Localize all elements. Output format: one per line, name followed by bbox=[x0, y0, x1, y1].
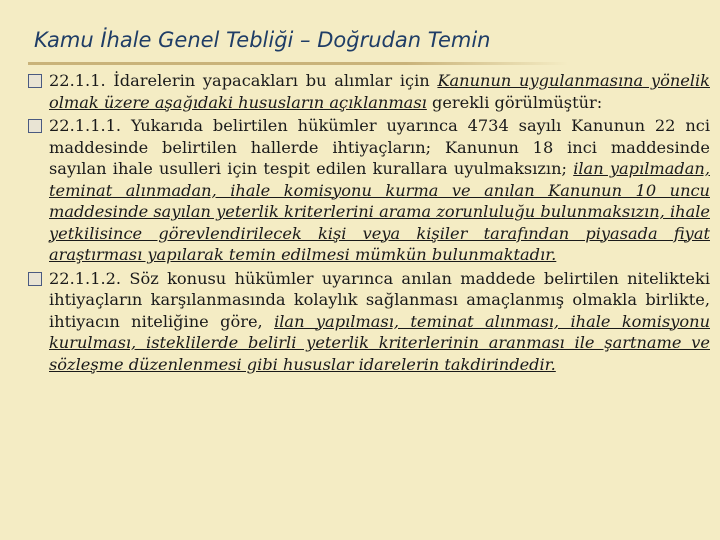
paragraph-text: 22.1.1.1. Yukarıda belirtilen hükümler uyarınca 4734 sayılı Kanunun 22 nci maddesinde belirtilen hallerde ihtiyaçların; Kanunun 18 inci maddesinde sayılan ihale usulleri için tespit edilen kurallara uyulmaksızın; bbox=[49, 116, 710, 178]
slide-body bbox=[28, 70, 710, 377]
paragraph-22-1-1 bbox=[28, 70, 710, 113]
missing-glyph-bullet-icon bbox=[28, 119, 42, 133]
paragraph-emphasis: ilan yapılmadan, teminat alınmadan, ihale komisyonu kurma ve anılan Kanunun 10 uncu maddesinde sayılan yeterlik kriterlerini arama zorunluluğu bulunmaksızın, ihale yetkilisince görevlendirilecek kişi veya kişiler tarafından piyasada fiyat araştırması yapılarak temin edilmesi mümkün bulunmaktadır. bbox=[49, 159, 710, 264]
paragraph-text: 22.1.1.2. Söz konusu hükümler uyarınca anılan maddede belirtilen nitelikteki ihtiyaçların karşılanmasında kolaylık sağlanması amaçlanmış olmakla birlikte, ihtiyacın niteliğine göre, bbox=[49, 268, 710, 331]
missing-glyph-bullet-icon bbox=[28, 272, 42, 286]
missing-glyph-bullet-icon bbox=[28, 74, 42, 88]
paragraph-emphasis: ilan yapılması, teminat alınması, ihale komisyonu kurulması, isteklilerde belirli yeterlik kriterlerinin aranması ile şartname ve sözleşme düzenlenmesi gibi hususlar idarelerin takdirindedir. bbox=[49, 311, 710, 374]
slide-title: Kamu İhale Genel Tebliği – Doğrudan Temin bbox=[34, 28, 491, 52]
paragraph-22-1-1-2 bbox=[28, 268, 710, 376]
paragraph-text: 22.1.1. İdarelerin yapacakları bu alımlar için bbox=[49, 71, 438, 90]
paragraph-22-1-1-1 bbox=[28, 115, 710, 266]
title-divider bbox=[28, 62, 568, 65]
paragraph-emphasis: Kanunun uygulanmasına yönelik olmak üzere aşağıdaki hususların açıklanması bbox=[49, 71, 710, 112]
paragraph-text: gerekli görülmüştür: bbox=[426, 92, 603, 112]
